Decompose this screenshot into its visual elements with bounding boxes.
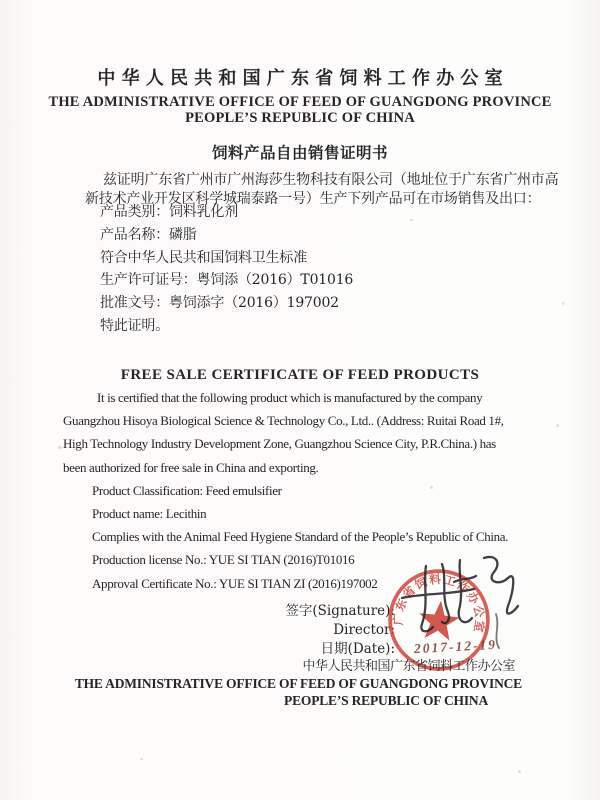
footer-org-en-line1: THE ADMINISTRATIVE OFFICE OF FEED OF GUANGDONG PROVINCE — [74, 676, 522, 691]
en-approval-number: Approval Certificate No.: YUE SI TIAN ZI (2016)197002 — [92, 575, 378, 591]
signature-block — [285, 602, 395, 659]
zh-paragraph-line2: 新技术产业开发区科学城瑞泰路一号）生产下列产品可在市场销售及出口： — [85, 191, 541, 207]
en-production-license: Production license No.: YUE SI TIAN (2016)T01016 — [92, 552, 355, 568]
seal-ring-text: 广东省饲料工作办公室 — [391, 571, 488, 635]
en-paragraph-line4: been authorized for free sale in China and exporting. — [63, 459, 319, 475]
footer-org-block — [75, 658, 522, 709]
zh-product-name: 产品名称：磷脂 — [100, 226, 197, 243]
date-label: 日期(Date): — [320, 641, 395, 657]
zh-approval-number: 批准文号：粤饲添字（2016）197002 — [100, 295, 339, 312]
certificate-title-en: FREE SALE CERTIFICATE OF FEED PRODUCTS — [120, 367, 480, 383]
en-paragraph-line1: It is certified that the following product which is manufactured by the company — [97, 390, 483, 405]
header-org-title-en-line1: THE ADMINISTRATIVE OFFICE OF FEED OF GUANGDONG PROVINCE — [48, 94, 552, 110]
header-org-title-en-line2: PEOPLE’S REPUBLIC OF CHINA — [185, 110, 415, 126]
zh-hereby-certified: 特此证明。 — [100, 317, 169, 334]
header-org-title-zh: 中华人民共和国广东省饲料工作办公室 — [97, 68, 509, 89]
zh-hygiene-standard: 符合中华人民共和国饲料卫生标准 — [100, 249, 307, 266]
en-paragraph-line2: Guangzhou Hisoya Biological Science & Technology Co., Ltd.. (Address: Ruitai Road 1#, — [63, 413, 504, 429]
certificate-title-zh: 饲料产品自由销售证明书 — [211, 143, 388, 162]
scan-speck — [518, 770, 521, 773]
scan-speck — [556, 424, 559, 427]
handwritten-date: 2017-12-19 — [413, 636, 498, 657]
signature-label: 签字(Signature): — [285, 603, 395, 619]
scan-speck — [430, 486, 433, 489]
en-hygiene-standard: Complies with the Animal Feed Hygiene Standard of the People’s Republic of China. — [92, 529, 509, 545]
zh-product-details — [100, 201, 353, 338]
scan-speck — [410, 219, 413, 221]
scan-speck — [140, 758, 143, 760]
director-label: Director: — [333, 622, 395, 638]
zh-production-license: 生产许可证号：粤饲添（2016）T01016 — [100, 272, 354, 289]
scan-speck — [58, 446, 62, 449]
en-paragraph-line3: High Technology Industry Development Zone, Guangzhou Science City, P.R.China.) has — [63, 436, 496, 452]
scan-speck — [562, 302, 564, 305]
footer-org-zh: 中华人民共和国广东省饲料工作办公室 — [302, 659, 515, 674]
en-product-name: Product name: Lecithin — [92, 506, 207, 522]
zh-product-classification: 产品类别：饲料乳化剂 — [100, 204, 238, 220]
footer-org-en-line2: PEOPLE’S REPUBLIC OF CHINA — [284, 692, 488, 708]
zh-paragraph-line1: 兹证明广东省广州市广州海莎生物科技有限公司（地址位于广东省广州市高 — [103, 172, 559, 188]
scan-speck — [532, 104, 535, 106]
handwritten-signature — [396, 552, 528, 656]
en-product-classification: Product Classification: Feed emulsifier — [92, 482, 282, 498]
